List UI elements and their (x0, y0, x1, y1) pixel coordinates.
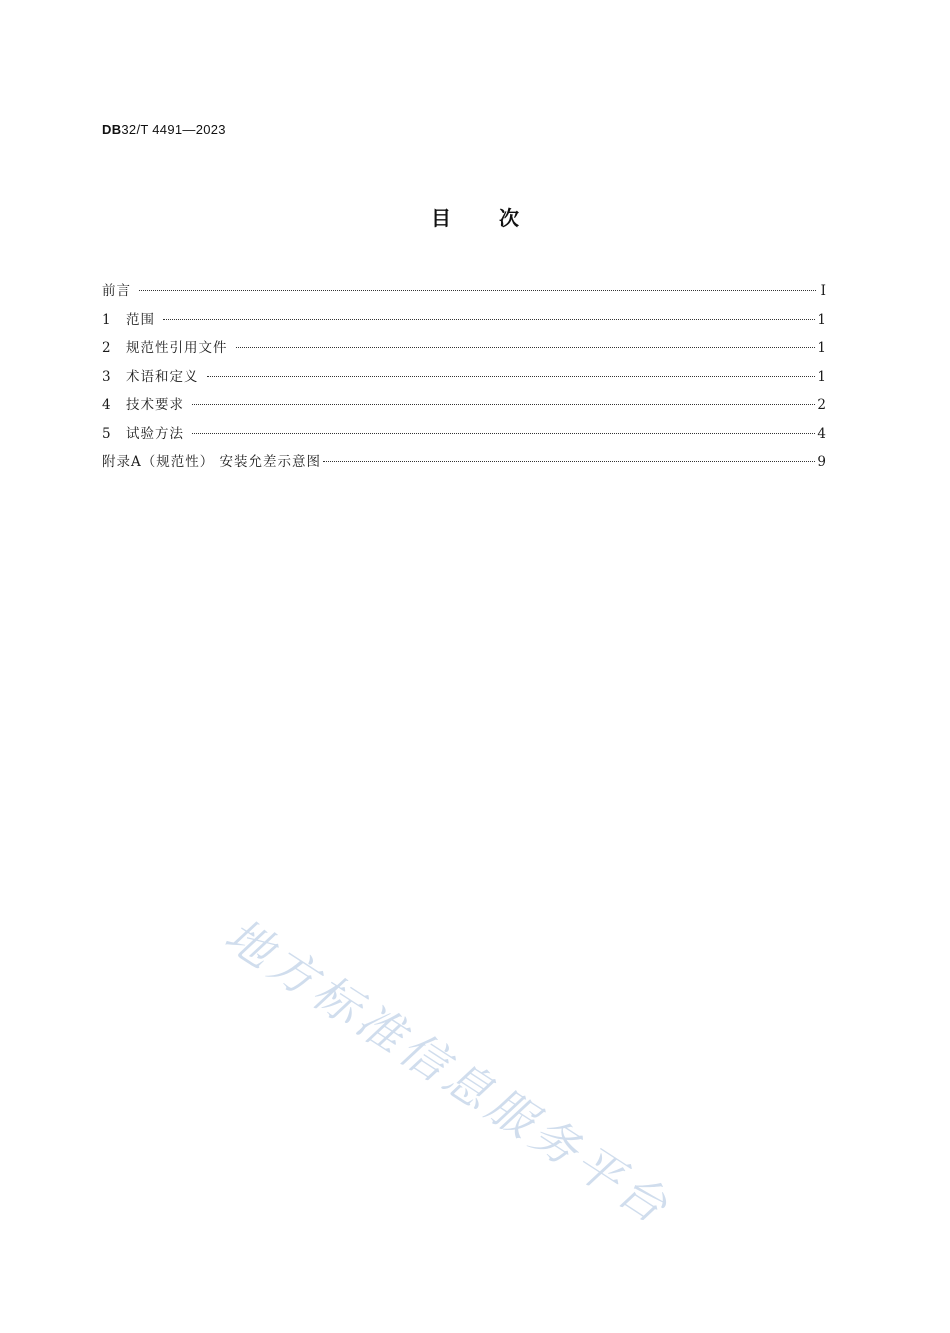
toc-entry-label: 技术要求 (126, 397, 184, 413)
toc-entry-test-methods[interactable] (102, 425, 826, 454)
toc-dot-leader (139, 290, 816, 291)
toc-entry-label: 范围 (126, 311, 155, 328)
toc-entry-page: I (820, 283, 826, 299)
toc-entry-page: 9 (817, 454, 826, 470)
toc-entry-terms-definitions[interactable] (102, 368, 826, 397)
toc-entry-technical-requirements[interactable] (102, 396, 826, 425)
document-code-number: 32/T 4491—2023 (121, 122, 226, 137)
toc-entry-label: 试验方法 (126, 425, 184, 442)
toc-entry-normative-references[interactable] (102, 339, 826, 368)
toc-entry-foreword[interactable] (102, 282, 826, 311)
toc-dot-leader (192, 433, 815, 434)
toc-entry-scope[interactable] (102, 311, 826, 340)
toc-dot-leader (323, 461, 815, 462)
toc-entry-page: 1 (817, 311, 826, 328)
toc-entry-appendix-a[interactable] (102, 453, 826, 482)
toc-entry-page: 2 (817, 397, 826, 413)
toc-entry-label: 术语和定义 (126, 368, 199, 385)
document-code (102, 122, 226, 137)
toc-entry-label: 附录A（规范性） 安装允差示意图 (102, 454, 322, 470)
toc-entry-page: 1 (817, 368, 826, 385)
document-code-prefix: DB (102, 122, 122, 137)
table-of-contents (102, 282, 826, 482)
toc-dot-leader (192, 404, 815, 405)
toc-entry-number: 3 (102, 368, 111, 385)
toc-dot-leader (163, 319, 815, 320)
toc-dot-leader (236, 347, 816, 348)
toc-dot-leader (207, 376, 816, 377)
toc-entry-label: 规范性引用文件 (126, 340, 228, 356)
toc-entry-label: 前言 (102, 283, 131, 299)
toc-entry-number: 5 (102, 425, 111, 442)
page-title: 目次 (431, 206, 567, 230)
toc-entry-page: 1 (817, 340, 826, 356)
toc-entry-number: 4 (102, 397, 111, 413)
toc-entry-number: 1 (102, 311, 111, 328)
watermark-text: 地方标准信息服务平台 (215, 907, 682, 1237)
toc-entry-page: 4 (817, 425, 826, 442)
toc-entry-number: 2 (102, 340, 111, 356)
